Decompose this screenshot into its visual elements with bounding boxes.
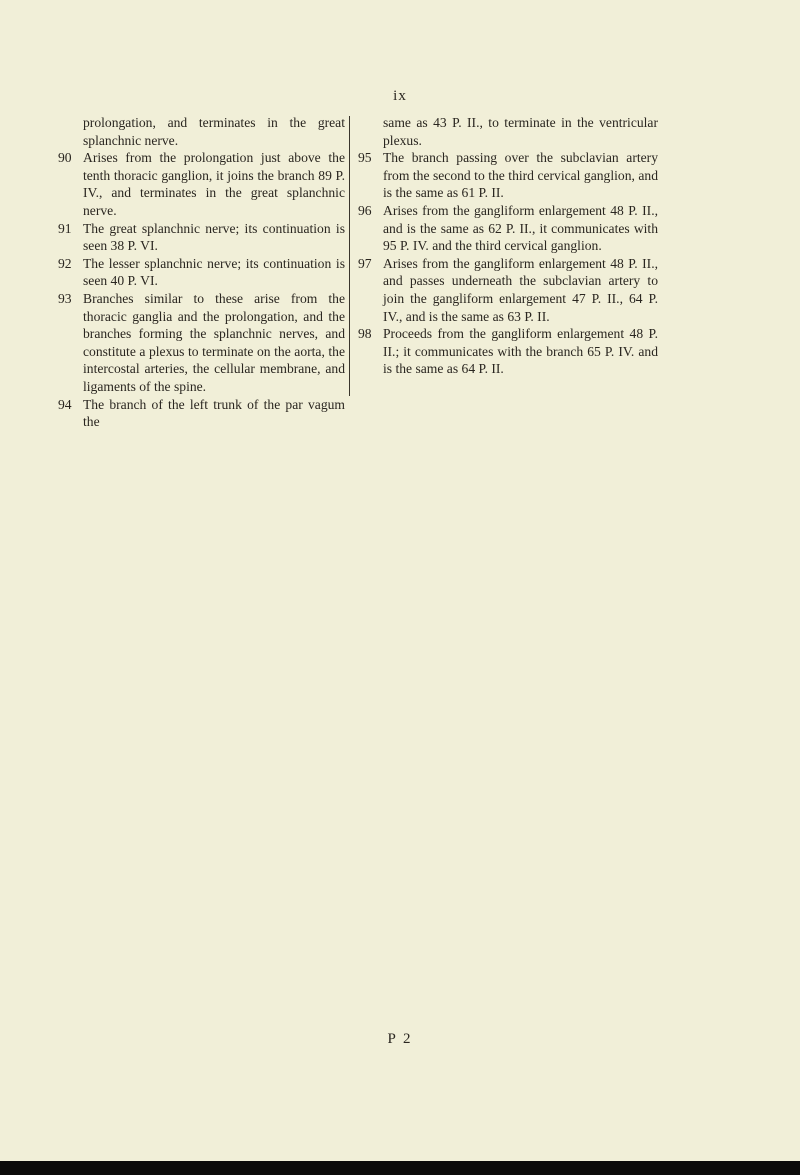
page-number: ix bbox=[393, 88, 407, 104]
entry-number: 93 bbox=[58, 290, 72, 306]
entry-95 bbox=[358, 149, 658, 202]
column-divider bbox=[349, 116, 350, 396]
entry-number: 94 bbox=[58, 396, 72, 412]
entry-96 bbox=[358, 202, 658, 255]
entry-number: 90 bbox=[58, 150, 72, 166]
entry-text: The lesser splanchnic nerve; its continuation is seen 40 P. VI. bbox=[83, 255, 345, 289]
entry-number: 98 bbox=[358, 326, 372, 342]
right-column bbox=[358, 114, 658, 378]
entry-97 bbox=[358, 255, 658, 325]
left-continuation-text: prolongation, and terminates in the great splanchnic nerve. bbox=[83, 115, 345, 148]
entry-number: 97 bbox=[358, 255, 372, 271]
right-continuation-text: same as 43 P. II., to terminate in the ventricular plexus. bbox=[383, 115, 658, 148]
entry-number: 95 bbox=[358, 150, 372, 166]
left-column bbox=[58, 114, 345, 431]
entry-number: 92 bbox=[58, 255, 72, 271]
entry-91 bbox=[58, 220, 345, 255]
bottom-edge-bar bbox=[0, 1161, 800, 1175]
entry-text: Arises from the gangliform enlargement 48 P. II., and is the same as 62 P. II., it communicates with 95 P. IV. and the third cervical ganglion. bbox=[383, 202, 658, 254]
entry-text: The branch passing over the subclavian artery from the second to the third cervical ganglion, and is the same as 61 P. II. bbox=[383, 150, 658, 201]
entry-92 bbox=[58, 255, 345, 290]
entry-text: Branches similar to these arise from the thoracic ganglia and the prolongation, and the branches forming the splanchnic nerves, and constitute a plexus to terminate on the aorta, the intercostal arteries, the cellular membrane, and ligaments of the spine. bbox=[83, 290, 345, 394]
entry-number: 96 bbox=[358, 202, 372, 218]
entry-text: Arises from the prolongation just above the tenth thoracic ganglion, it joins the branch 89 P. IV., and terminates in the great splanchnic nerve. bbox=[83, 150, 345, 218]
signature-mark: P 2 bbox=[387, 1031, 413, 1047]
entry-text: The branch of the left trunk of the par vagum the bbox=[83, 396, 345, 430]
entry-93 bbox=[58, 290, 345, 396]
entry-number: 91 bbox=[58, 220, 72, 236]
entry-text: Arises from the gangliform enlargement 48 P. II., and passes underneath the subclavian artery to join the gangliform enlargement 47 P. II., 64 P. IV., and is the same as 63 P. II. bbox=[383, 255, 658, 324]
entry-text: Proceeds from the gangliform enlargement 48 P. II.; it communicates with the branch 65 P. IV. and is the same as 64 P. II. bbox=[383, 326, 658, 377]
entry-98 bbox=[358, 325, 658, 378]
entry-90 bbox=[58, 149, 345, 219]
entry-text: The great splanchnic nerve; its continuation is seen 38 P. VI. bbox=[83, 220, 345, 254]
entry-94 bbox=[58, 396, 345, 431]
